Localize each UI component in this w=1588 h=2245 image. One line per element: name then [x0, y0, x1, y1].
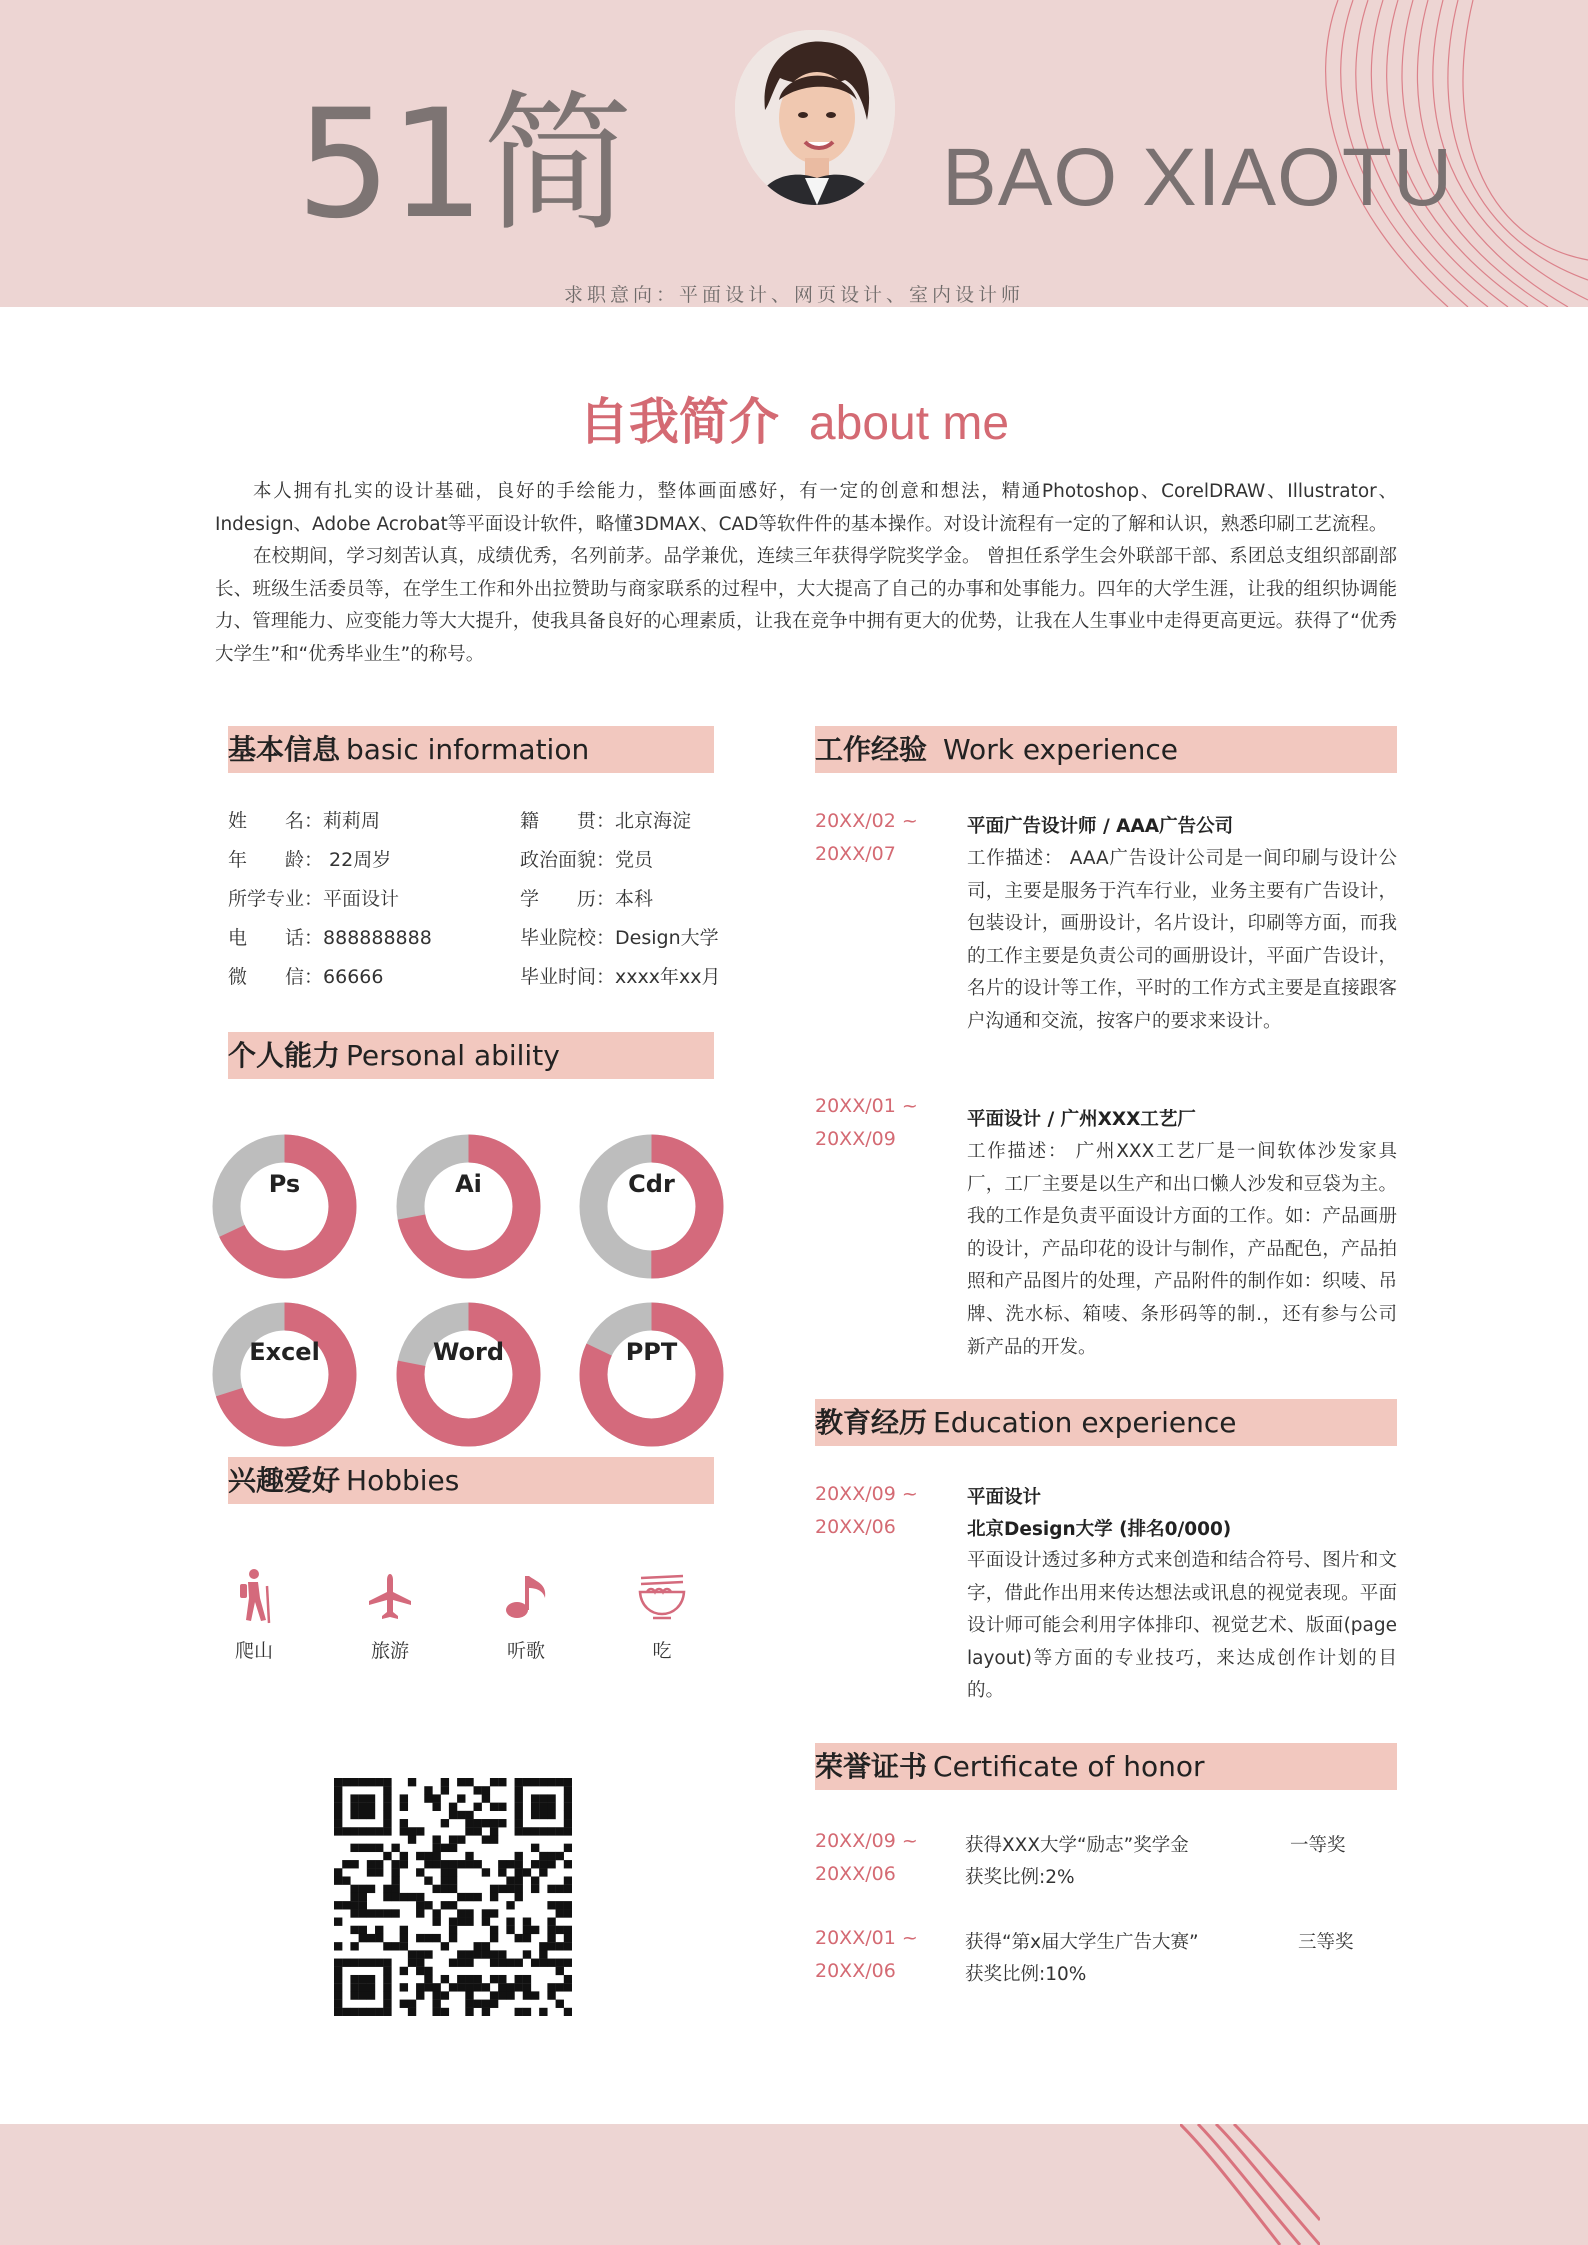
skill-label: Excel	[249, 1338, 320, 1366]
about-paragraph: 本人拥有扎实的设计基础，良好的手绘能力，整体画面感好，有一定的创意和想法，精通Photoshop、CorelDRAW、Illustrator、Indesign、Adobe Acrobat等平面设计软件，略懂3DMAX、CAD等软件件的基本操作。对设计流程有一定的了解和认识，熟悉印刷工艺流程。	[215, 481, 1397, 535]
section-bar-education	[815, 1399, 1397, 1446]
hobby-travel	[340, 1568, 440, 1663]
info-value: 莉莉周	[323, 810, 381, 832]
info-label: 电 话：	[228, 927, 324, 949]
hobby-label: 旅游	[370, 1640, 409, 1662]
info-row	[520, 845, 653, 872]
date-start: 20XX/01 ~	[815, 1095, 918, 1117]
info-value: 北京海淀	[615, 810, 692, 832]
date-start: 20XX/09 ~	[815, 1830, 918, 1852]
info-value: 66666	[323, 966, 384, 988]
skill-label: Ai	[455, 1170, 482, 1198]
section-title-en: Certificate of honor	[933, 1750, 1205, 1783]
hobby-music	[476, 1568, 576, 1663]
section-title-cn: 教育经历	[815, 1406, 928, 1439]
qr-code	[334, 1778, 572, 2016]
hobby-label: 听歌	[506, 1640, 545, 1662]
info-value: Design大学	[615, 927, 719, 949]
education-school: 北京Design大学 (排名0/000)	[967, 1519, 1232, 1540]
job-description: 工作描述： 广州XXX工艺厂是一间软体沙发家具厂，工厂主要是以生产和出口懒人沙发和豆袋为主。我的工作是负责平面设计方面的工作。如：产品画册的设计，产品印花的设计与制作，产品配色，产品拍照和产品图片的处理，产品附件的制作如：织唛、吊牌、洗水标、箱唛、条形码等的制.，还有参与公司新产品的开发。	[967, 1141, 1397, 1358]
info-label: 姓 名：	[228, 810, 324, 832]
skill-label: Ps	[268, 1170, 301, 1198]
about-title-en: about me	[808, 397, 1010, 450]
date-end: 20XX/06	[815, 1516, 896, 1538]
noodle-bowl-icon	[637, 1568, 687, 1624]
skill-donut-ps	[212, 1134, 357, 1279]
date-end: 20XX/06	[815, 1863, 896, 1885]
date-start: 20XX/01 ~	[815, 1927, 918, 1949]
section-title-en: basic information	[346, 733, 590, 766]
section-title-en: Work experience	[943, 733, 1179, 766]
info-row	[228, 845, 391, 872]
info-row	[520, 923, 719, 950]
skill-donut-excel	[212, 1302, 357, 1447]
section-title-cn: 个人能力	[228, 1039, 341, 1072]
section-title-cn: 基本信息	[228, 733, 341, 766]
section-title-en: Personal ability	[346, 1039, 560, 1072]
skill-donut-word	[396, 1302, 541, 1447]
info-row	[520, 806, 691, 833]
logo-text: 51简	[296, 78, 631, 252]
skill-donut-cdr	[579, 1134, 724, 1279]
section-title-cn: 荣誉证书	[815, 1750, 928, 1783]
info-label: 毕业院校：	[520, 927, 616, 949]
hobby-hiking	[204, 1568, 304, 1663]
info-row	[228, 962, 383, 989]
honor-date-range	[815, 1825, 918, 1891]
job-title: 平面设计 / 广州XXX工艺厂	[967, 1109, 1196, 1130]
honor-date-range	[815, 1922, 918, 1988]
info-label: 所学专业：	[228, 888, 324, 910]
hobby-eating	[612, 1568, 712, 1663]
honor-title: 获得XXX大学“励志”奖学金	[965, 1835, 1189, 1856]
job-intent: 求职意向：平面设计、网页设计、室内设计师	[563, 284, 1024, 306]
info-label: 籍 贯：	[520, 810, 616, 832]
music-note-icon	[503, 1568, 549, 1624]
honor-title: 获得“第x届大学生广告大赛”	[965, 1932, 1199, 1953]
skill-donut-ai	[396, 1134, 541, 1279]
skill-label: Word	[432, 1338, 505, 1366]
job-title: 平面广告设计师 / AAA广告公司	[967, 816, 1234, 837]
info-label: 学 历：	[520, 888, 616, 910]
skill-donut-ppt	[579, 1302, 724, 1447]
work-date-range	[815, 805, 918, 871]
info-label: 微 信：	[228, 966, 324, 988]
info-value: 平面设计	[323, 888, 400, 910]
info-value: xxxx年xx月	[615, 966, 721, 988]
about-paragraph: 在校期间，学习刻苦认真，成绩优秀，名列前茅。品学兼优，连续三年获得学院奖学金。 曾担任系学生会外联部干部、系团总支组织部副部长、班级生活委员等，在学生工作和外出拉赞助与商家联系的过程中，大大提高了自己的办事和处事能力。四年的大学生涯，让我的组织协调能力、管理能力、应变能力等大大提升，使我具备良好的心理素质，让我在竞争中拥有更大的优势，让我在人生事业中走得更高更远。获得了“优秀大学生”和“优秀毕业生”的称号。	[215, 546, 1397, 665]
work-date-range	[815, 1090, 918, 1156]
section-title-en: Hobbies	[346, 1464, 460, 1497]
about-body	[215, 476, 1397, 671]
info-row	[520, 884, 653, 911]
info-value: 本科	[615, 888, 654, 910]
about-title	[0, 382, 1588, 454]
section-title-cn: 工作经验	[815, 733, 928, 766]
section-title-cn: 兴趣爱好	[228, 1464, 341, 1497]
skill-label: PPT	[625, 1338, 678, 1366]
honor-ratio: 获奖比例:10%	[965, 1964, 1087, 1985]
airplane-icon	[367, 1568, 413, 1624]
section-title-en: Education experience	[933, 1406, 1237, 1439]
footer-band	[0, 2124, 1588, 2245]
info-label: 年 龄：	[228, 849, 324, 871]
section-bar-hobbies	[228, 1457, 714, 1504]
honor-ratio: 获奖比例:2%	[965, 1867, 1075, 1888]
skill-label: Cdr	[628, 1170, 675, 1198]
section-bar-honor	[815, 1743, 1397, 1790]
decorative-lines	[1180, 2124, 1320, 2245]
date-start: 20XX/09 ~	[815, 1483, 918, 1505]
date-start: 20XX/02 ~	[815, 810, 918, 832]
info-row	[520, 962, 720, 989]
honor-prize: 三等奖	[1298, 1932, 1354, 1953]
education-description: 平面设计透过多种方式来创造和结合符号、图片和文字，借此作出用来传达想法或讯息的视觉表现。平面设计师可能会利用字体排印、视觉艺术、版面(page layout)等方面的专业技巧，来达成创作计划的目的。	[967, 1550, 1397, 1702]
hiking-icon	[234, 1568, 274, 1624]
info-label: 政治面貌：	[520, 849, 616, 871]
info-value: 党员	[615, 849, 654, 871]
hobby-label: 爬山	[234, 1640, 273, 1662]
about-title-cn: 自我简介	[578, 393, 779, 451]
info-row	[228, 806, 380, 833]
person-name: BAO XIAOTU	[942, 132, 1454, 223]
info-label: 毕业时间：	[520, 966, 616, 988]
info-value: 22周岁	[323, 849, 392, 871]
date-end: 20XX/09	[815, 1128, 896, 1150]
date-end: 20XX/07	[815, 843, 896, 865]
section-bar-work	[815, 726, 1397, 773]
info-row	[228, 923, 432, 950]
date-end: 20XX/06	[815, 1960, 896, 1982]
section-bar-basic-info	[228, 726, 714, 773]
honor-prize: 一等奖	[1290, 1835, 1346, 1856]
info-row	[228, 884, 399, 911]
info-value: 888888888	[323, 927, 432, 949]
hobby-label: 吃	[652, 1640, 672, 1662]
education-major: 平面设计	[967, 1487, 1042, 1508]
job-description: 工作描述： AAA广告设计公司是一间印刷与设计公司，主要是服务于汽车行业，业务主要有广告设计，包装设计，画册设计，名片设计，印刷等方面，而我的工作主要是负责公司的画册设计，平面广告设计，名片的设计等工作，平时的工作方式主要是直接跟客户沟通和交流，按客户的要求来设计。	[967, 848, 1397, 1032]
education-date-range	[815, 1478, 918, 1544]
section-bar-ability	[228, 1032, 714, 1079]
